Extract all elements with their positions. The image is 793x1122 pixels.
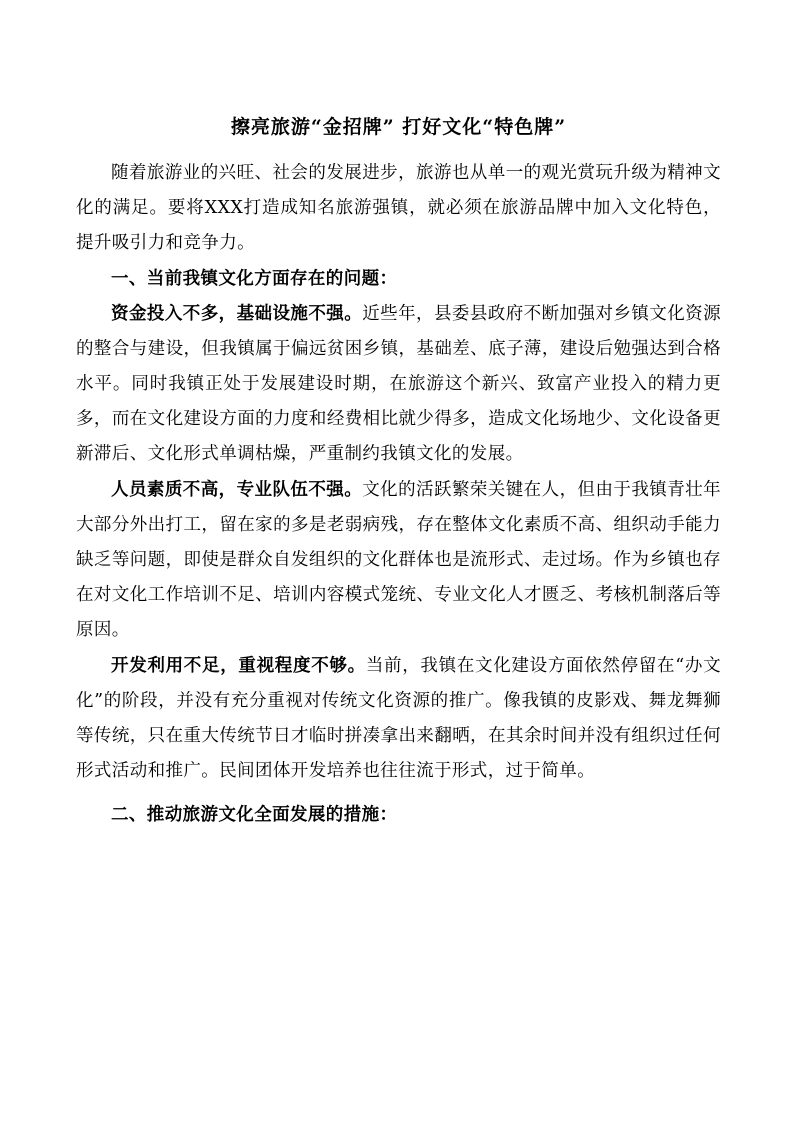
paragraph-spacer xyxy=(76,790,721,798)
paragraph-development-body: 当前，我镇在文化建设方面依然停留在“办文化”的阶段，并没有充分重视对传统文化资源的推广。像我镇的皮影戏、舞龙舞狮等传统，只在重大传统节日才临时拼凑拿出来翻晒，在其余时间并没有组织过任何形式活动和推广。民间团体开发培养也往往流于形式，过于简单。 xyxy=(76,656,721,782)
intro-paragraph: 随着旅游业的兴旺、社会的发展进步，旅游也从单一的观光赏玩升级为精神文化的满足。要将XXX打造成知名旅游强镇，就必须在旅游品牌中加入文化特色，提升吸引力和竞争力。 xyxy=(76,163,721,254)
paragraph-funding-lead: 资金投入不多，基础设施不强。 xyxy=(111,304,363,325)
paragraph-development xyxy=(76,649,721,789)
page-title: 擦亮旅游“金招牌” 打好文化“特色牌” xyxy=(230,116,567,138)
paragraph-personnel-lead: 人员素质不高，专业队伍不强。 xyxy=(111,480,363,501)
paragraph-personnel xyxy=(76,473,721,648)
section-heading-one: 一、当前我镇文化方面存在的问题： xyxy=(111,269,398,290)
section-heading-two: 二、推动旅游文化全面发展的措施： xyxy=(111,805,398,826)
paragraph-funding-body: 近些年，县委县政府不断加强对乡镇文化资源的整合与建设，但我镇属于偏远贫困乡镇，基础差、底子薄，建设后勉强达到合格水平。同时我镇正处于发展建设时期，在旅游这个新兴、致富产业投入的精力更多，而在文化建设方面的力度和经费相比就少得多，造成文化场地少、文化设备更新滞后、文化形式单调枯燥，严重制约我镇文化的发展。 xyxy=(76,304,722,465)
paragraph-funding xyxy=(76,297,721,472)
paragraph-personnel-body: 文化的活跃繁荣关键在人，但由于我镇青壮年大部分外出打工，留在家的多是老弱病残，存在整体文化素质不高、组织动手能力缺乏等问题，即使是群众自发组织的文化群体也是流形式、走过场。作为乡镇也存在对文化工作培训不足、培训内容模式笼统、专业文化人才匮乏、考核机制落后等原因。 xyxy=(76,480,722,641)
paragraph-development-lead: 开发利用不足，重视程度不够。 xyxy=(111,656,366,677)
